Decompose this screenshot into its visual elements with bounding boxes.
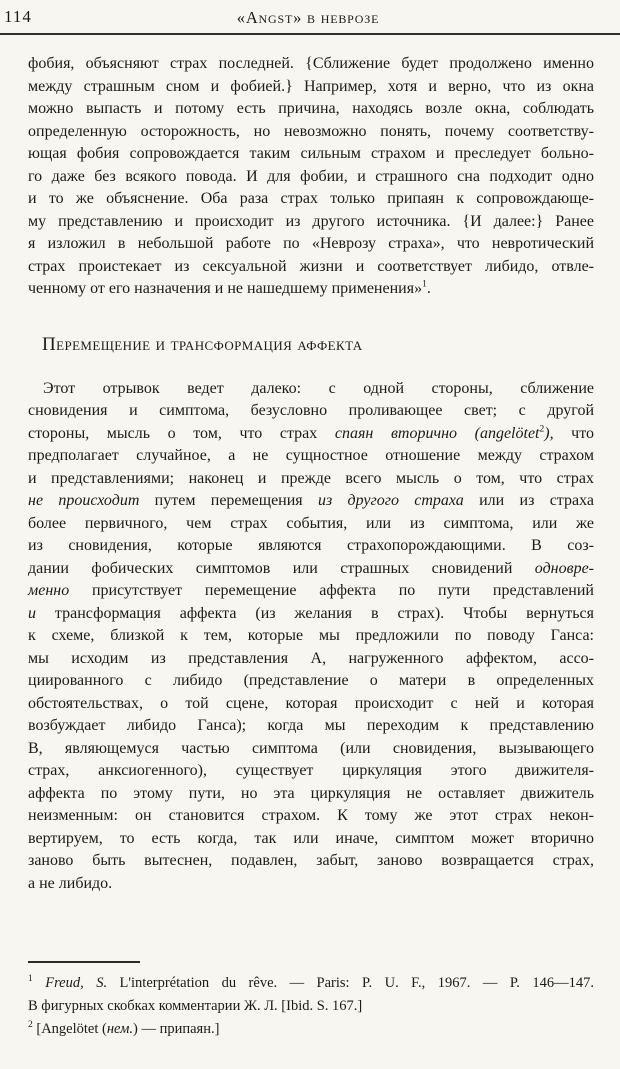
- superscript-ref: 1: [28, 974, 33, 985]
- text-line: аффекта по этому пути, но эта циркуляция не оставляет движитель: [28, 784, 594, 802]
- page-number: 114: [4, 7, 32, 26]
- text-line: стороны, мысль о том, что страх спаян вторично (angelötet$^2$), что: [28, 424, 595, 442]
- text-line: и представлениями; наконец и прежде всего мысль о том, что страх: [28, 469, 594, 487]
- text-line: из сновидения, которые являются страхопорождающими. В соз-: [28, 537, 594, 554]
- text-line: ющая фобия сопровождается таким сильным страхом и преследует больно-: [28, 145, 594, 162]
- text-line: не происходит путем перемещения из другого страха или из страха: [28, 492, 594, 509]
- text-line: заново быть вытеснен, подавлен, забыт, заново возвращается страх,: [28, 852, 594, 869]
- text-line: Этот отрывок ведет далеко: с одной стороны, сближение: [43, 379, 594, 397]
- text-line: В, являющемуся частью симптома (или сновидения, вызывающего: [28, 739, 594, 757]
- text-line: страх, анксиогенного), существует циркуляция этого движителя-: [28, 762, 594, 779]
- text-line: предполагает случайное, а не сущностное отношение между страхом: [28, 447, 594, 464]
- footnotes: [28, 972, 594, 1041]
- text-line: и трансформация аффекта (из желания в страх). Чтобы вернуться: [28, 604, 594, 622]
- text-line: возбуждает либидо Ганса); когда мы переходим к представлению: [28, 717, 594, 734]
- text-line: мы исходим из представления А, нагруженного аффектом, ассо-: [28, 649, 594, 667]
- text-line: $^1$ Freud, S. L'interprétation du rêve. — Paris: P. U. F., 1967. — P. 146—147.: [28, 974, 594, 991]
- text-line: неизменным: он становится страхом. К тому же этот страх некон-: [28, 807, 594, 824]
- text-line: определенную осторожность, но невозможно понять, почему соответству-: [28, 122, 594, 140]
- footnote-separator: [28, 961, 140, 963]
- superscript-ref: 1: [422, 279, 427, 290]
- paragraph: [28, 378, 594, 896]
- text-line: страх проистекает из сексуальной жизни и соответствует либидо, отвле-: [28, 257, 594, 275]
- text-line: я изложил в небольшой работе по «Неврозу страха», что невротический: [28, 235, 594, 252]
- page-header: [4, 6, 612, 30]
- text-line: между страшным сном и фобией.} Например, хотя и верно, что из окна: [28, 77, 594, 95]
- main-text: [28, 53, 594, 895]
- text-line: дании фобических симптомов или страшных сновидений одновре-: [28, 559, 594, 577]
- text-line: менно присутствует перемещение аффекта по пути представлений: [28, 582, 594, 599]
- text-line: ченному от его назначения и не нашедшему применения»$^1$.: [28, 279, 431, 297]
- text-line: и то же объяснение. Оба раза страх только припаян к сопровождающе-: [28, 190, 594, 207]
- text-line: вертируем, то есть когда, так или иначе, симптом может вторично: [28, 829, 594, 847]
- superscript-ref: 2: [28, 1020, 33, 1031]
- text-line: $^2$ [Angelötet (нем.) — припаян.]: [28, 1020, 220, 1037]
- paragraph: [28, 53, 594, 301]
- text-line: а не либидо.: [28, 874, 113, 892]
- paragraphs: [28, 53, 594, 301]
- text-line: го даже без всякого повода. И для фобии, и страшного сна подходит одно: [28, 167, 594, 185]
- running-head: «Angst» в неврозе: [236, 8, 380, 27]
- text-line: фобия, объясняют страх последней. {Сближение будет продолжено именно: [28, 55, 594, 72]
- text-line: обстоятельствах, о той сцене, которая происходит с ней и которая: [28, 694, 594, 712]
- text-line: циированного с либидо (представление о матери в определенных: [28, 672, 594, 689]
- text-line: к схеме, близкой к тем, которые мы предложили по поводу Ганса:: [28, 627, 594, 644]
- header-rule: [0, 33, 620, 35]
- superscript-ref: 2: [539, 424, 545, 435]
- text-line: В фигурных скобках комментарии Ж. Л. [Ibid. S. 167.]: [28, 998, 363, 1014]
- section-heading: Перемещение и трансформация аффекта: [42, 333, 363, 355]
- text-line: можно выпасть и потому есть причина, находясь возле окна, соблюдать: [28, 100, 594, 117]
- text-line: сновидения и симптома, безусловно проливающее свет; с другой: [28, 402, 594, 419]
- text-line: более первичного, чем страх события, или из симптома, или же: [28, 514, 594, 532]
- text-line: му представлению и происходит из другого источника. {И далее:} Ранее: [28, 212, 594, 230]
